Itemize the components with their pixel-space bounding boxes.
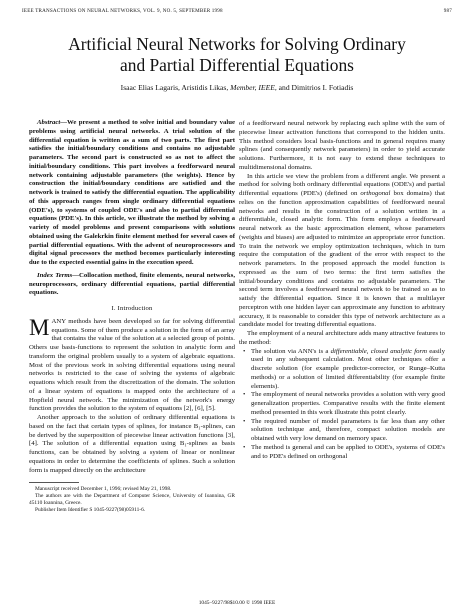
right-paragraph-2 (239, 173, 445, 331)
copyright-line: 1045–9227/98$10.00 © 1998 IEEE (198, 600, 276, 606)
abstract (29, 119, 235, 268)
emphasis-orthogonal: orthogonal (360, 190, 391, 197)
running-head (22, 8, 452, 14)
abstract-text: We present a method to solve initial and boundary value problems using artificial neural networks. A trial solution of the differential equation is written as a sum of two parts. The first part satisfies the initial/boundary conditions and contains no adjustable parameters. The second part is constructed so as not to affect the initial/boundary conditions. This part involves a feedforward neural network containing adjustable parameters (the weights). Hence by construction the initial/boundary conditions are satisfied and the network is trained to satisfy the differential equation. The applicability of this approach ranges from single ordinary differential equations (ODE's), to systems of coupled ODE's and also to partial differential equations (PDE's). In this article, we illustrate the method by solving a variety of model problems and present comparisons with solutions obtained using the Galekrkin finite element method for several cases of partial differential equations. With the advent of neuroprocessors and digital signal processors the method becomes particularly interesting due to the expected essential gains in the execution speed. (29, 119, 235, 266)
right-paragraph-2-part-a: In this article we view the problem from a different angle. We present a method for solving both ordinary differential equations (ODE's) and partial differential equations (PDE's) (defined on (239, 172, 445, 197)
footnote-affiliation: The authors are with the Department of Computer Science, University of Ioannina, GR 45110 Ioannina, Greece. (29, 493, 235, 507)
list-item (239, 391, 445, 417)
list-item-text: The method is general and can be applied to ODE's, systems of ODE's and to PDE's defined on orthogonal (251, 443, 445, 460)
author-membership: Member, IEEE, (230, 83, 277, 92)
intro-paragraph-1-text: ANY methods have been developed so far for solving differential equations. Some of them produce a solution in the form of an array that contains the value of the solution at a selected group of points. Others use basis-functions to represent the solution in analytic form and transform the original problem usually to a system of algebraic equations. Most of the previous work in solving differential equations using neural networks is restricted to the case of solving the systems of algebraic equations which result from the discretization of the domain. The solution of a linear system of equations is mapped onto the architecture of a Hopfield neural network. The minimization of the network's energy function provides the solution to the system of equations [2], [6], [5]. (29, 317, 235, 413)
bullet-icon: • (243, 391, 246, 399)
list-item (239, 444, 445, 462)
list-item-text: The employment of neural networks provides a solution with very good generalization properties. Comparative results with the finite element method presented in this work illustrate this point clearly. (251, 391, 445, 416)
author-line (20, 83, 454, 93)
intro-paragraph-1 (29, 314, 235, 414)
author-last: and Dimitrios I. Fotiadis (278, 83, 354, 92)
left-column (29, 119, 235, 514)
section-heading-introduction: I. Introduction (111, 305, 153, 312)
right-paragraph-1: of a feedforward neural network by replacing each spline with the sum of piecewise linear activation functions that correspond to the hidden units. This method considers local basis-functions and in general requires many splines (and consequently network parameters) in order to yield accurate solutions. Furthermore, it is not easy to extend these techniques to multidimensional domains. (239, 120, 445, 171)
abstract-lead: Abstract— (37, 119, 68, 126)
bullet-icon: • (243, 417, 246, 425)
list-item-text: The solution via ANN's is a (251, 347, 331, 355)
right-column (239, 120, 445, 461)
intro-paragraph-2: Another approach to the solution of ordinary differential equations is based on the fact that certain types of splines, for instance B₁-splines, can be derived by the superposition of piecewise linear activation functions [3], [4]. The solution of a differential equation using B₁-splines as basis functions, can be obtained by solving a system of linear or nonlinear equations in order to determine the coefficients of splines. Such a solution form is mapped directly on the architecture (29, 414, 235, 474)
list-item-emphasis: differentiable, closed analytic form (330, 347, 427, 355)
bullet-icon: • (243, 443, 246, 451)
journal-citation: IEEE TRANSACTIONS ON NEURAL NETWORKS, VOL. 9, NO. 5, SEPTEMBER 1998 (22, 8, 223, 14)
list-item (239, 418, 445, 444)
footnote-received: Manuscript received December 1, 1996; revised May 21, 1998. (35, 486, 172, 493)
list-item-text-tail: easily used in any subsequent calculation. Most other techniques offer a discrete solution (for example predictor-corrector, or Runge–Kutta methods) or a solution of limited differentiability (for example finite elements). (251, 347, 445, 390)
right-paragraph-2-part-b: box domains) that relies on the function approximation capabilities of feedforward neural networks and results in the construction of a solution written in a differentiable, closed analytic form. This form employs a feedforward neural network as the basic approximation element, whose parameters (weights and biases) are adjusted to minimize an appropriate error function. To train the network we employ optimization techniques, which in turn require the computation of the gradient of the error with respect to the network parameters. In the proposed approach the model function is expressed as the sum of two terms: the first term satisfies the initial/boundary conditions and contains no adjustable parameters. The second term involves a feedforward neural network to be trained so as to satisfy the differential equation. Since it is known that a multilayer perceptron with one hidden layer can approximate any function to arbitrary accuracy, it is reasonable to consider this type of network architecture as a candidate model for treating differential equations. (239, 190, 445, 329)
author-names: Isaac Elias Lagaris, Aristidis Likas, (120, 83, 229, 92)
index-terms-lead: Index Terms— (37, 271, 80, 279)
footnote-rule (29, 482, 79, 483)
footnote-identifier: Publisher Item Identifier S 1045-9227(98)05911-6. (35, 507, 146, 514)
index-terms (29, 272, 235, 298)
list-item-text: The required number of model parameters is far less than any other solution technique and, therefore, compact solution models are obtained with very low demand on memory space. (251, 417, 445, 442)
feature-list (239, 348, 445, 462)
list-item (239, 348, 445, 392)
page-number: 987 (443, 8, 452, 14)
title-line-1: Artificial Neural Networks for Solving Ordinary (68, 34, 406, 54)
title-line-2: and Partial Differential Equations (120, 55, 354, 75)
bullet-icon: • (243, 347, 246, 355)
right-paragraph-3: The employment of a neural architecture adds many attractive features to the method: (239, 330, 445, 346)
paper-title (20, 34, 454, 76)
drop-cap: M (29, 314, 50, 340)
index-terms-text: Collocation method, finite elements, neural networks, neuroprocessors, ordinary differential equations, partial differential equations. (29, 271, 236, 297)
